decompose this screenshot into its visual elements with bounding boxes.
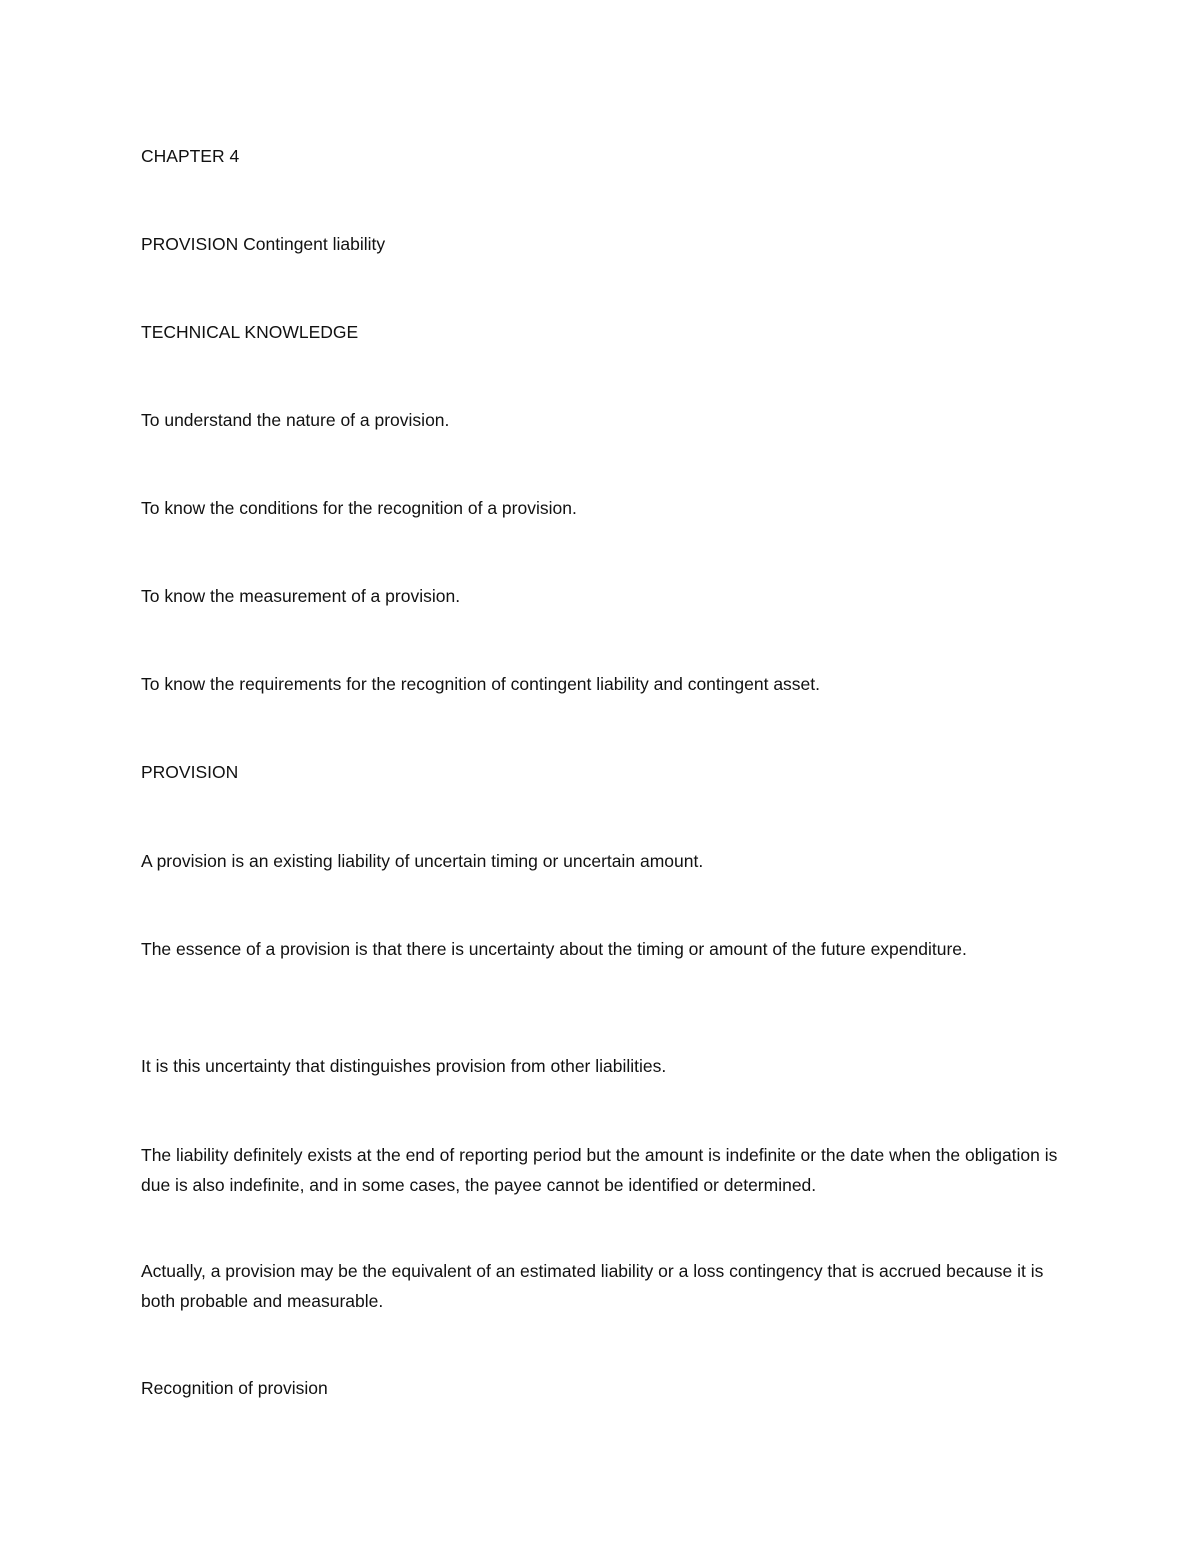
- recognition-heading: Recognition of provision: [141, 1378, 328, 1398]
- subject-heading: PROVISION Contingent liability: [141, 234, 386, 254]
- body-paragraph: Actually, a provision may be the equivalent of an estimated liability or a loss contingency that is accrued because it is both probable and measurable.: [141, 1261, 1044, 1311]
- body-paragraph: It is this uncertainty that distinguishes provision from other liabilities.: [141, 1056, 667, 1076]
- objective-item: To know the conditions for the recognition of a provision.: [141, 498, 577, 518]
- objective-item: To understand the nature of a provision.: [141, 410, 450, 430]
- body-paragraph: The liability definitely exists at the end of reporting period but the amount is indefinite or the date when the obligation is due is also indefinite, and in some cases, the payee cannot be identified or determined.: [141, 1145, 1058, 1195]
- technical-knowledge-heading: TECHNICAL KNOWLEDGE: [141, 322, 359, 342]
- body-paragraph: A provision is an existing liability of uncertain timing or uncertain amount.: [141, 851, 704, 871]
- chapter-heading: CHAPTER 4: [141, 146, 240, 166]
- provision-heading: PROVISION: [141, 762, 239, 782]
- objective-item: To know the requirements for the recognition of contingent liability and contingent asset.: [141, 674, 821, 694]
- objective-item: To know the measurement of a provision.: [141, 586, 461, 606]
- body-paragraph: The essence of a provision is that there is uncertainty about the timing or amount of the future expenditure.: [141, 939, 967, 959]
